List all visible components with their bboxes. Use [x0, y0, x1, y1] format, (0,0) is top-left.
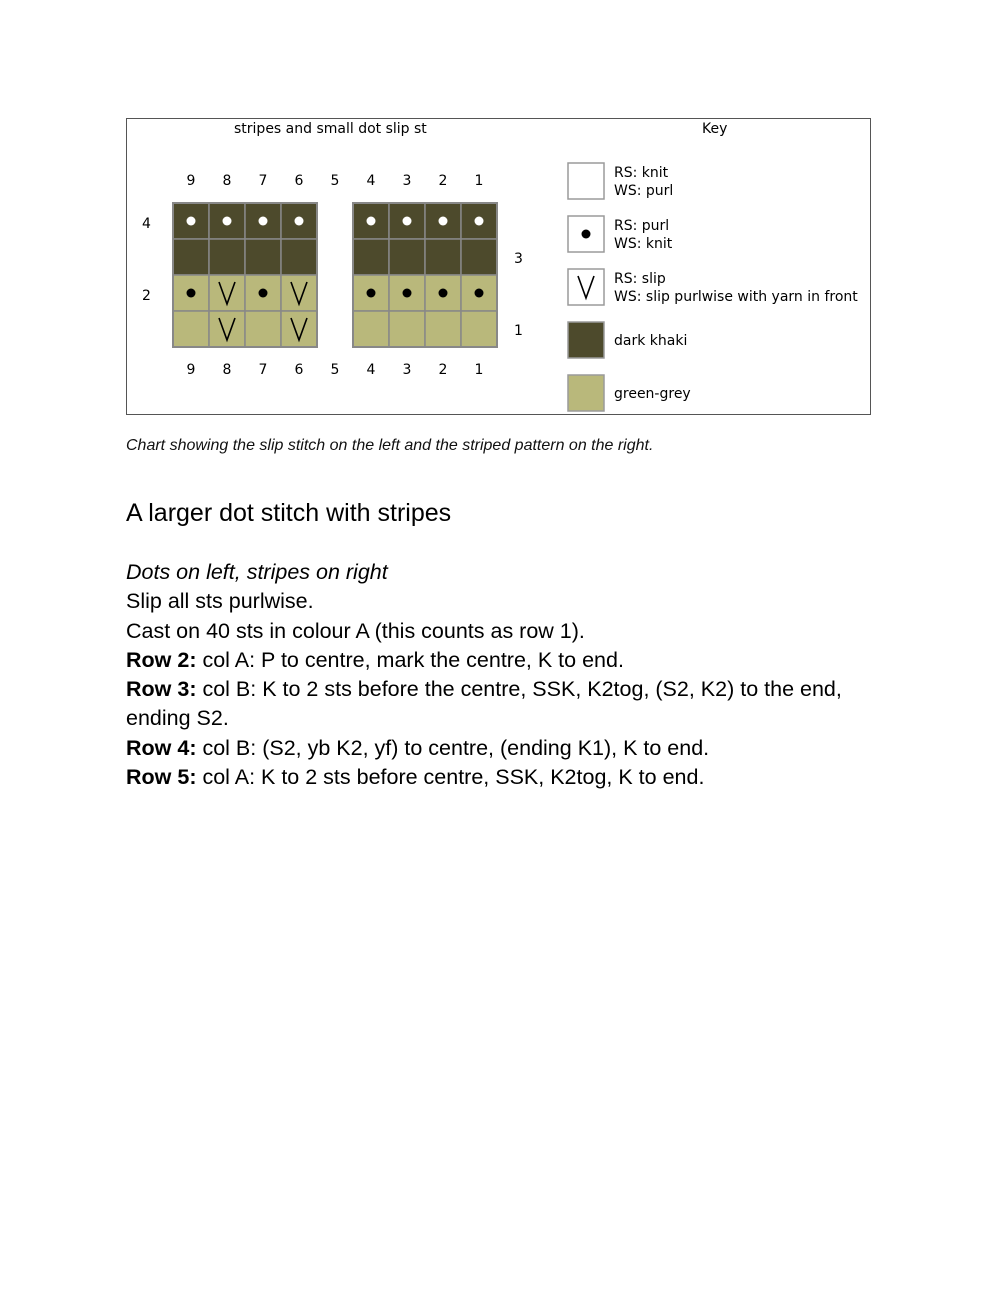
column-number: 2	[438, 173, 448, 189]
column-number: 4	[366, 173, 376, 189]
stitch-cell	[173, 239, 209, 275]
column-number: 1	[474, 173, 484, 189]
key-label: WS: purl	[614, 183, 674, 199]
purl-dot	[223, 217, 232, 226]
stitch-cell	[209, 239, 245, 275]
key-title: Key	[702, 121, 728, 137]
key-swatch-slip	[568, 269, 604, 305]
purl-dot	[367, 217, 376, 226]
chart-figure	[126, 118, 871, 415]
instruction-line: Slip all sts purlwise.	[126, 589, 314, 614]
purl-dot	[439, 289, 448, 298]
column-number: 3	[402, 362, 412, 378]
pattern-subheading: Dots on left, stripes on right	[126, 560, 388, 584]
purl-dot	[475, 217, 484, 226]
row-label: Row 5:	[126, 765, 197, 790]
stitch-cell	[353, 239, 389, 275]
purl-dot	[403, 217, 412, 226]
key-label: WS: slip purlwise with yarn in front	[614, 289, 858, 305]
column-number: 3	[402, 173, 412, 189]
column-number: 5	[330, 362, 340, 378]
stitch-cell	[281, 239, 317, 275]
key-swatch-knit	[568, 163, 604, 199]
column-number: 7	[258, 362, 268, 378]
column-number: 6	[294, 173, 304, 189]
stitch-cell	[389, 239, 425, 275]
purl-dot	[187, 289, 196, 298]
row-number-1: 1	[514, 323, 523, 339]
row-label: Row 3:	[126, 677, 197, 702]
row-number-4: 4	[142, 216, 151, 232]
stitch-cell	[173, 311, 209, 347]
row-label: Row 2:	[126, 647, 197, 672]
purl-dot	[439, 217, 448, 226]
key-swatch-green-grey	[568, 375, 604, 411]
key-label: RS: slip	[614, 271, 666, 287]
row-instruction	[126, 763, 886, 792]
column-number: 1	[474, 362, 484, 378]
row-text: col A: K to 2 sts before centre, SSK, K2tog, K to end.	[196, 765, 705, 790]
column-numbers-bottom	[187, 362, 484, 378]
stitch-cell	[461, 311, 497, 347]
row-instruction	[126, 734, 886, 763]
column-number: 7	[258, 173, 268, 189]
figure-caption: Chart showing the slip stitch on the left and the striped pattern on the right.	[126, 437, 654, 454]
stitch-cell	[425, 311, 461, 347]
chart-grid-left	[173, 203, 317, 347]
column-number: 5	[330, 173, 340, 189]
row-text: col B: (S2, yb K2, yf) to centre, (ending K1), K to end.	[196, 735, 710, 760]
key-label: dark khaki	[614, 333, 688, 349]
row-text: col A: P to centre, mark the centre, K to end.	[196, 647, 624, 672]
purl-dot	[403, 289, 412, 298]
key-swatch-purl	[568, 216, 604, 252]
column-number: 9	[186, 362, 196, 378]
stitch-cell	[389, 311, 425, 347]
section-heading: A larger dot stitch with stripes	[126, 499, 452, 527]
column-number: 4	[366, 362, 376, 378]
stitch-cell	[425, 239, 461, 275]
column-numbers-top	[187, 173, 484, 189]
purl-dot	[295, 217, 304, 226]
stitch-cell	[353, 311, 389, 347]
purl-dot	[187, 217, 196, 226]
purl-dot	[259, 217, 268, 226]
key-label: green-grey	[614, 386, 691, 402]
key-label: WS: knit	[614, 236, 673, 252]
knitting-chart	[127, 119, 872, 416]
row-number-2: 2	[142, 288, 151, 304]
stitch-cell	[245, 311, 281, 347]
row-instruction	[126, 675, 886, 734]
purl-dot	[367, 289, 376, 298]
purl-dot	[475, 289, 484, 298]
instruction-line: Cast on 40 sts in colour A (this counts as row 1).	[126, 618, 585, 643]
key-swatch-dark-khaki	[568, 322, 604, 358]
stitch-cell	[461, 239, 497, 275]
key-label: RS: purl	[614, 218, 670, 234]
column-number: 9	[186, 173, 196, 189]
pattern-instructions	[126, 558, 886, 792]
column-number: 8	[222, 173, 232, 189]
row-label: Row 4:	[126, 735, 197, 760]
row-text: col B: K to 2 sts before the centre, SSK, K2tog, (S2, K2) to the end, ending S2.	[126, 677, 842, 731]
column-number: 2	[438, 362, 448, 378]
row-instruction	[126, 646, 886, 675]
row-number-3: 3	[514, 251, 523, 267]
purl-dot	[259, 289, 268, 298]
column-number: 6	[294, 362, 304, 378]
key-label: RS: knit	[614, 165, 669, 181]
chart-grid-right	[353, 203, 497, 347]
stitch-cell	[245, 239, 281, 275]
column-number: 8	[222, 362, 232, 378]
chart-title: stripes and small dot slip st	[234, 121, 427, 137]
chart-key	[568, 163, 858, 411]
